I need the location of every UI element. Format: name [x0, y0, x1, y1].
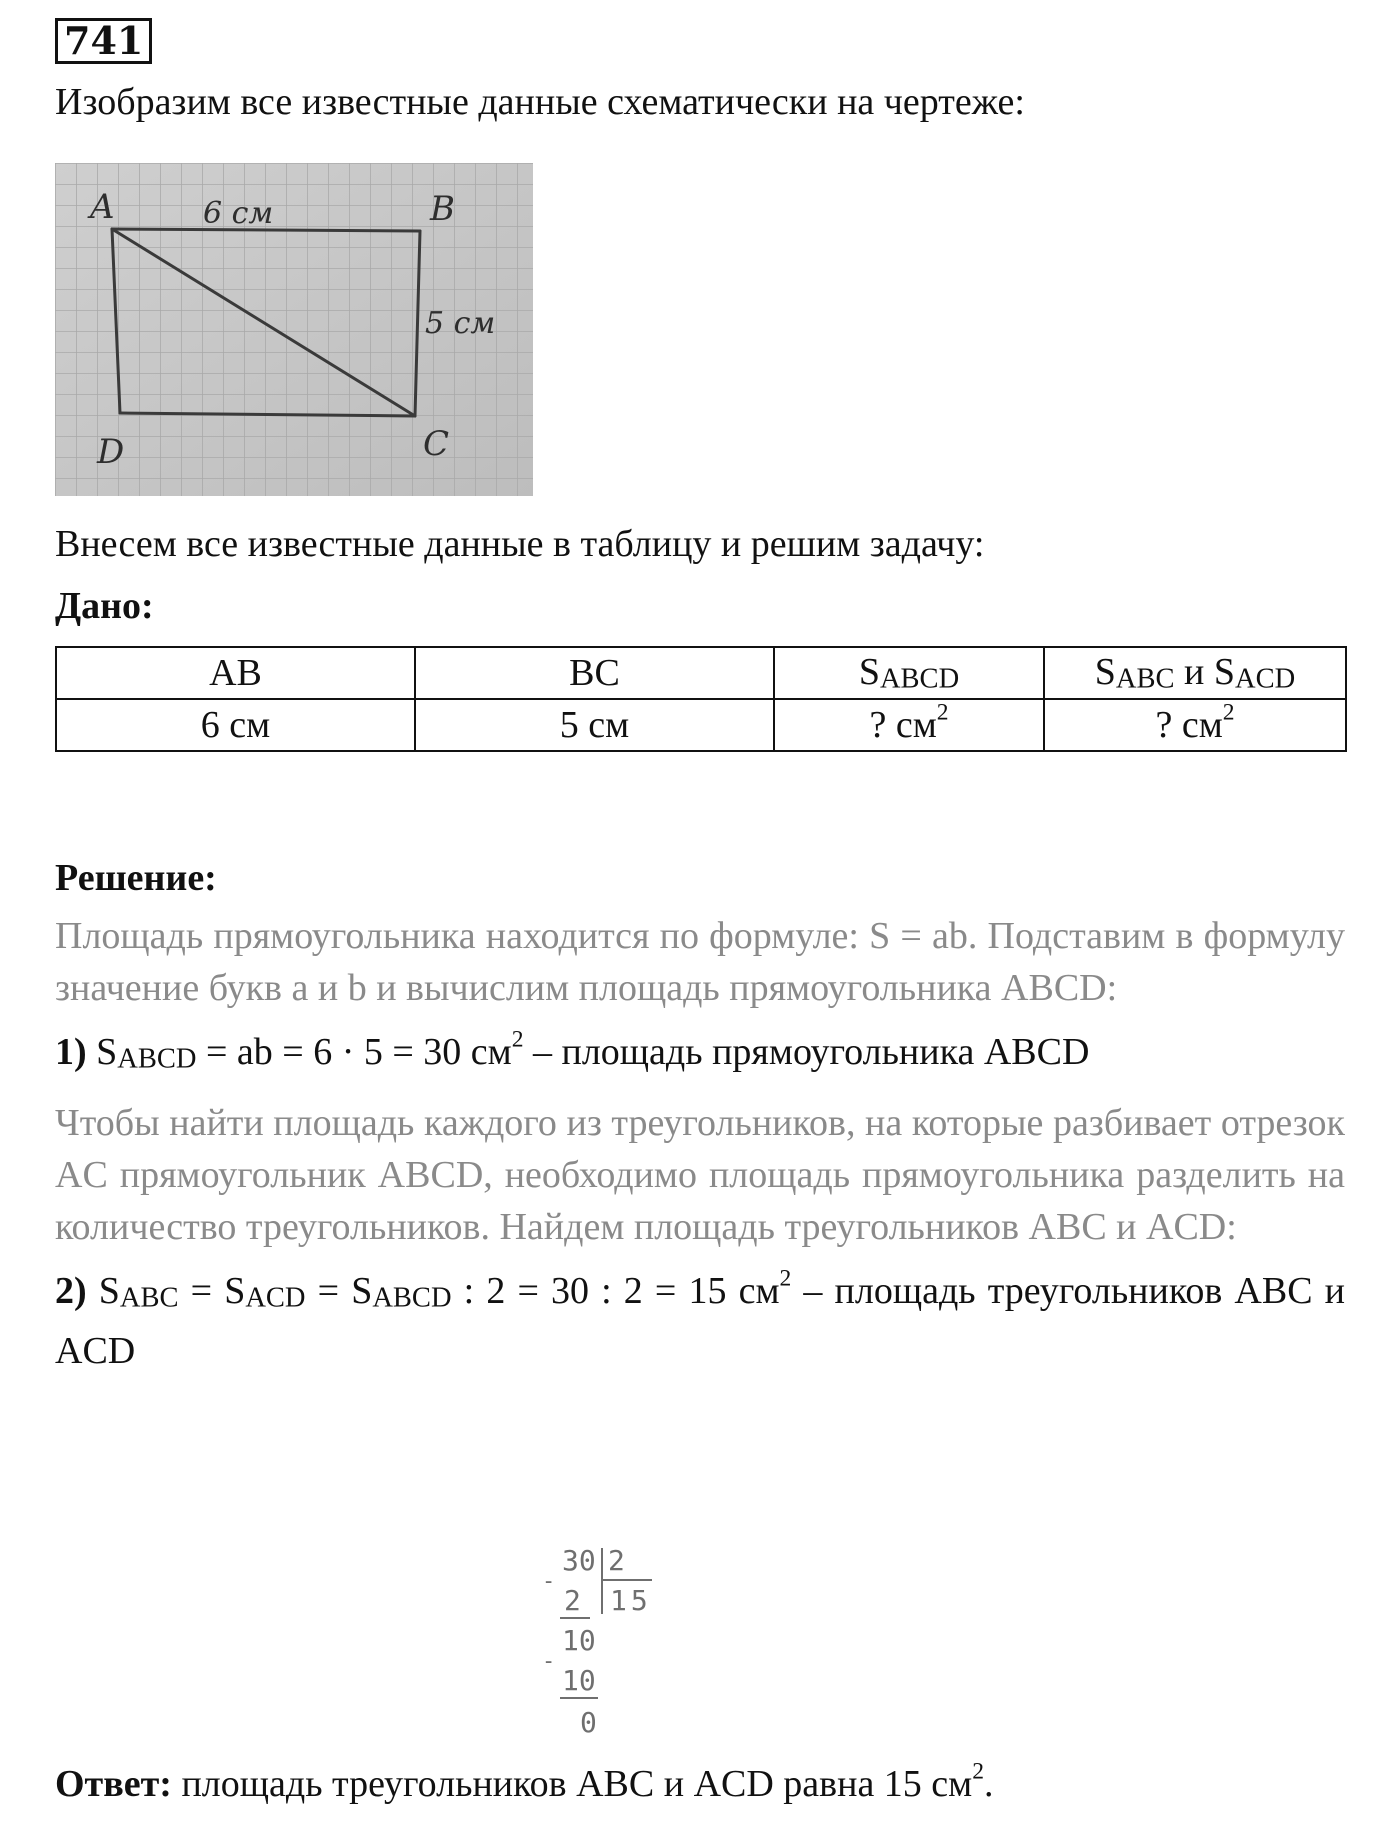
solution-label: Решение:: [55, 857, 217, 899]
cell-triangles-header: $S_{ABC}$ и $S_{ACD}$: [1044, 647, 1346, 699]
cell-ab-value: 6 см: [56, 699, 415, 751]
quotient: 15: [610, 1584, 652, 1617]
first-remainder: 10: [562, 1624, 596, 1657]
intro-text: Изобразим все известные данные схематически на чертеже:: [55, 81, 1025, 123]
cell-sabcd-header: $S_{ABCD}$: [774, 647, 1044, 699]
answer-section: [55, 1758, 1345, 1810]
answer: Ответ: площадь треугольников ABC и ACD равна 15 $см^2$.: [55, 1758, 994, 1805]
label-bc: 5 см: [425, 306, 496, 341]
cell-bc-header: BC: [415, 647, 774, 699]
cell-ab-header: AB: [56, 647, 415, 699]
vertex-d-label: D: [97, 432, 125, 472]
cell-triangles-value: ? $см^2$: [1044, 699, 1346, 751]
label-ab: 6 см: [203, 196, 274, 231]
problem-number: 741: [55, 18, 152, 64]
given-table: [55, 646, 1347, 752]
dividend: 30: [562, 1544, 596, 1577]
given-label: Дано:: [55, 585, 154, 627]
divisor: 2: [608, 1544, 625, 1577]
paragraph-formula: Площадь прямоугольника находится по формуле: S = ab. Подставим в формулу значение букв a и b и вычислим площадь прямоугольника ABCD:: [55, 915, 1345, 1009]
second-subtrahend: 10: [562, 1664, 596, 1697]
cell-sabcd-value: ? $см^2$: [774, 699, 1044, 751]
minus-sign-2: -: [542, 1649, 556, 1674]
table-row: [56, 699, 1346, 751]
table-intro: Внесем все известные данные в таблицу и решим задачу:: [55, 523, 985, 565]
vertex-a-label: A: [90, 187, 115, 227]
paragraph-triangles: Чтобы найти площадь каждого из треугольников, на которые разбивает отрезок AC прямоугольник ABCD, необходимо площадь прямоугольника разделить на количество треугольников. Найдем площадь треугольников ABC и ACD:: [55, 1102, 1345, 1249]
cell-bc-value: 5 см: [415, 699, 774, 751]
given-section: [55, 518, 1345, 752]
first-subtrahend: 2: [564, 1584, 581, 1617]
vertex-c-label: C: [423, 424, 450, 464]
step-2: 2) $S_{ABC} = S_{ACD} = S_{ABCD}$ : 2 = 30 : 2 = 15 $см^2$ – площадь треугольников ABC и ACD: [55, 1265, 1346, 1372]
step-1: 1) $S_{ABCD}$ = ab = 6 · 5 = 30 $см^2$ – площадь прямоугольника ABCD: [55, 1026, 1090, 1075]
minus-sign-1: -: [542, 1569, 556, 1594]
page-content: [55, 18, 1345, 128]
vertex-b-label: B: [430, 189, 455, 229]
table-row: [56, 647, 1346, 699]
final-remainder: 0: [580, 1706, 597, 1739]
long-division: [540, 1540, 660, 1740]
solution-section: [55, 852, 1345, 1377]
rectangle-sketch: [55, 163, 533, 496]
